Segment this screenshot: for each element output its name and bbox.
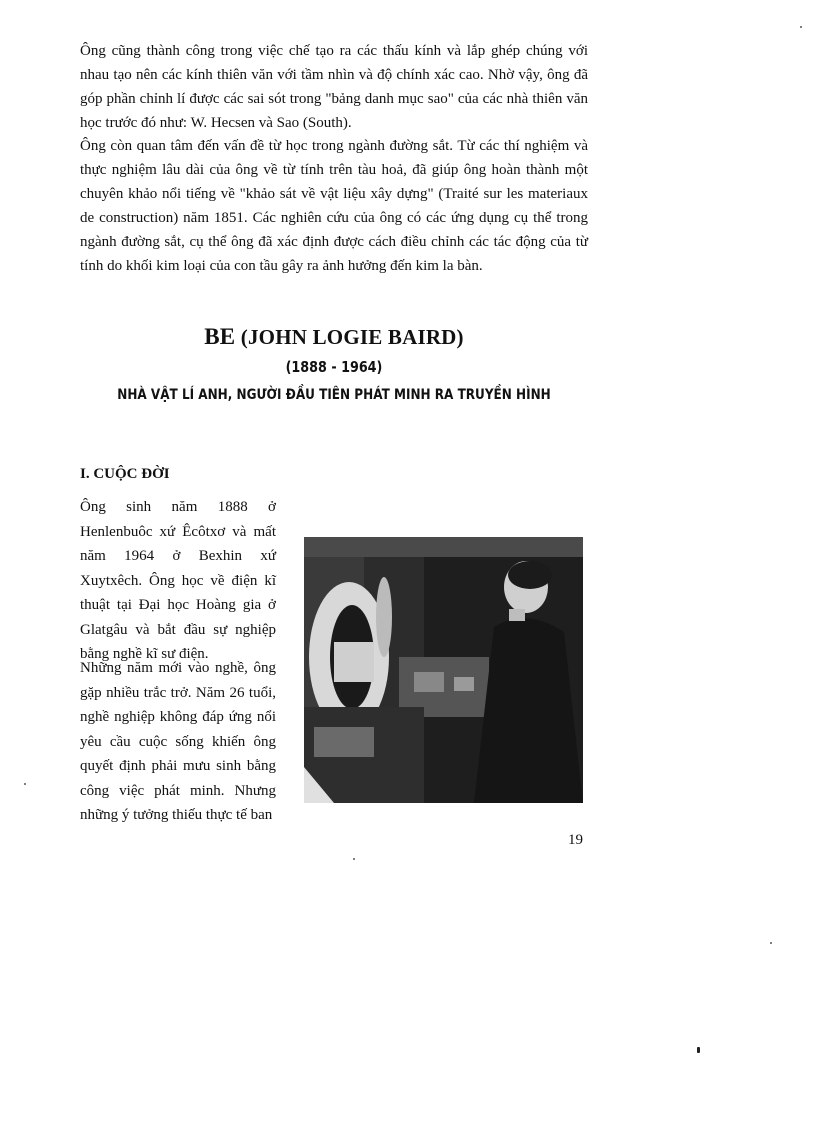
scan-speck [24,783,26,785]
paragraph-lenses: Ông cũng thành công trong việc chế tạo ra các thấu kính và lắp ghép chúng với nhau tạo nên các kính thiên văn với tầm nhìn và độ chính xác cao. Nhờ vậy, ông đã góp phần chỉnh lí được các sai sót trong "bảng danh mục sao" của các nhà thiên văn học trước đó như: W. Hecsen và Sao (South). [80,43,588,131]
paragraph-railway-magnetism: Ông còn quan tâm đến vấn đề từ học trong ngành đường sắt. Từ các thí nghiệm và thực nghiệm lâu dài của ông về từ tính trên tàu hoả, đã giúp ông hoàn thành một chuyên khảo nổi tiếng về "khảo sát về vật liệu xây dựng" (Traité sur les materiaux de construction) năm 1851. Các nghiên cứu của ông có các ứng dụng cụ thể trong ngành đường sắt, cụ thể ông đã xác định được cách điều chỉnh các tác động của từ tính do khối kim loại của con tầu gây ra ảnh hưởng đến kim la bàn. [80,138,588,274]
heading-subtitle: NHÀ VẬT LÍ ANH, NGƯỜI ĐẦU TIÊN PHÁT MINH RA TRUYỀN HÌNH [117,387,551,403]
paragraph-early-career: Những năm mới vào nghề, ông gặp nhiều trắc trở. Năm 26 tuổi, nghề nghiệp không đáp ứng nổi yêu cầu cuộc sống khiến ông quyết định phải mưu sinh bằng công việc phát minh. Nhưng những ý tưởng thiếu thực tế ban [80,660,276,823]
heading-years: (1888 - 1964) [285,358,383,376]
heading-name-full: (JOHN LOGIE BAIRD) [235,325,464,349]
page-number: 19 [568,832,583,848]
heading-name-short: BE [204,324,236,349]
section-title-life: I. CUỘC ĐỜI [80,466,170,482]
biography-heading [80,324,588,350]
scan-speck [353,858,355,860]
scan-speck [697,1047,700,1053]
scan-speck [800,26,802,28]
portrait-photo [304,537,583,803]
scan-speck [770,942,772,944]
photo-illustration [304,537,583,803]
paragraph-birth: Ông sinh năm 1888 ở Henlenbuôc xứ Êcôtxơ và mất năm 1964 ở Bexhin xứ Xuytxêch. Ông học về điện kĩ thuật tại Đại học Hoàng gia ở Glatgâu và bắt đầu sự nghiệp bằng nghề kĩ sư điện. [80,499,276,662]
